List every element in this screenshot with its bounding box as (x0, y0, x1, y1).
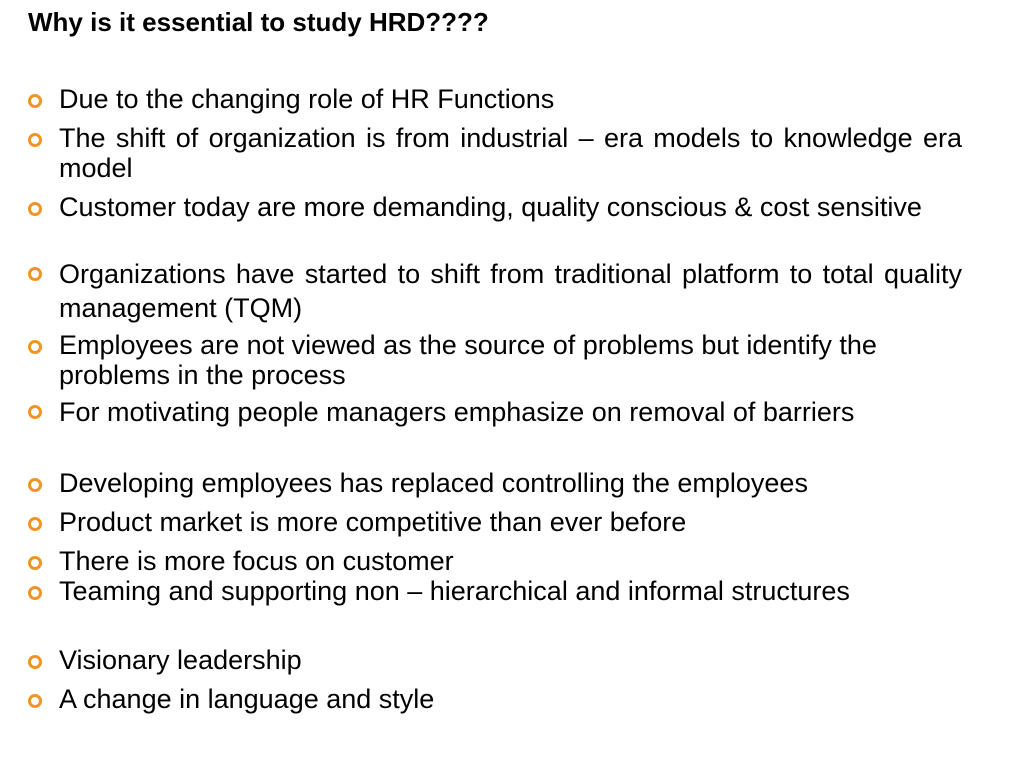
bullet-text: There is more focus on customer (59, 546, 454, 576)
bullet-text: Customer today are more demanding, quality conscious & cost sensitive (59, 192, 922, 222)
bullet-item (28, 257, 962, 325)
circle-bullet-icon (28, 202, 42, 216)
circle-bullet-icon (28, 405, 42, 419)
bullet-text: Employees are not viewed as the source of problems but identify the problems in the process (59, 330, 877, 390)
circle-bullet-icon (28, 340, 42, 354)
bullet-item (28, 192, 962, 222)
bullet-item (28, 576, 962, 606)
circle-bullet-icon (28, 655, 42, 669)
bullet-item (28, 468, 962, 498)
circle-bullet-icon (28, 694, 42, 708)
bullet-item (28, 395, 962, 429)
bullet-text: A change in language and style (59, 684, 435, 714)
circle-bullet-icon (28, 478, 42, 492)
bullet-item (28, 123, 962, 183)
circle-bullet-icon (28, 133, 42, 147)
bullet-text: Visionary leadership (59, 645, 302, 675)
bullet-item (28, 546, 962, 576)
bullet-text: Product market is more competitive than ever before (59, 507, 687, 537)
circle-bullet-icon (28, 267, 42, 281)
bullet-item (28, 84, 962, 114)
circle-bullet-icon (28, 517, 42, 531)
circle-bullet-icon (28, 556, 42, 570)
bullet-text: For motivating people managers emphasize on removal of barriers (59, 397, 855, 427)
bullet-text: The shift of organization is from industrial – era models to knowledge era model (59, 123, 962, 183)
slide-title: Why is it essential to study HRD???? (28, 7, 489, 37)
bullet-item (28, 330, 962, 390)
bullet-item (28, 684, 962, 714)
bullet-text: Due to the changing role of HR Functions (59, 84, 555, 114)
bullet-text: Developing employees has replaced controlling the employees (59, 468, 808, 498)
circle-bullet-icon (28, 94, 42, 108)
circle-bullet-icon (28, 586, 42, 600)
bullet-text: Organizations have started to shift from traditional platform to total quality management (TQM) (59, 259, 962, 323)
bullet-text: Teaming and supporting non – hierarchical and informal structures (59, 576, 850, 606)
bullet-item (28, 645, 962, 675)
bullet-item (28, 507, 962, 537)
